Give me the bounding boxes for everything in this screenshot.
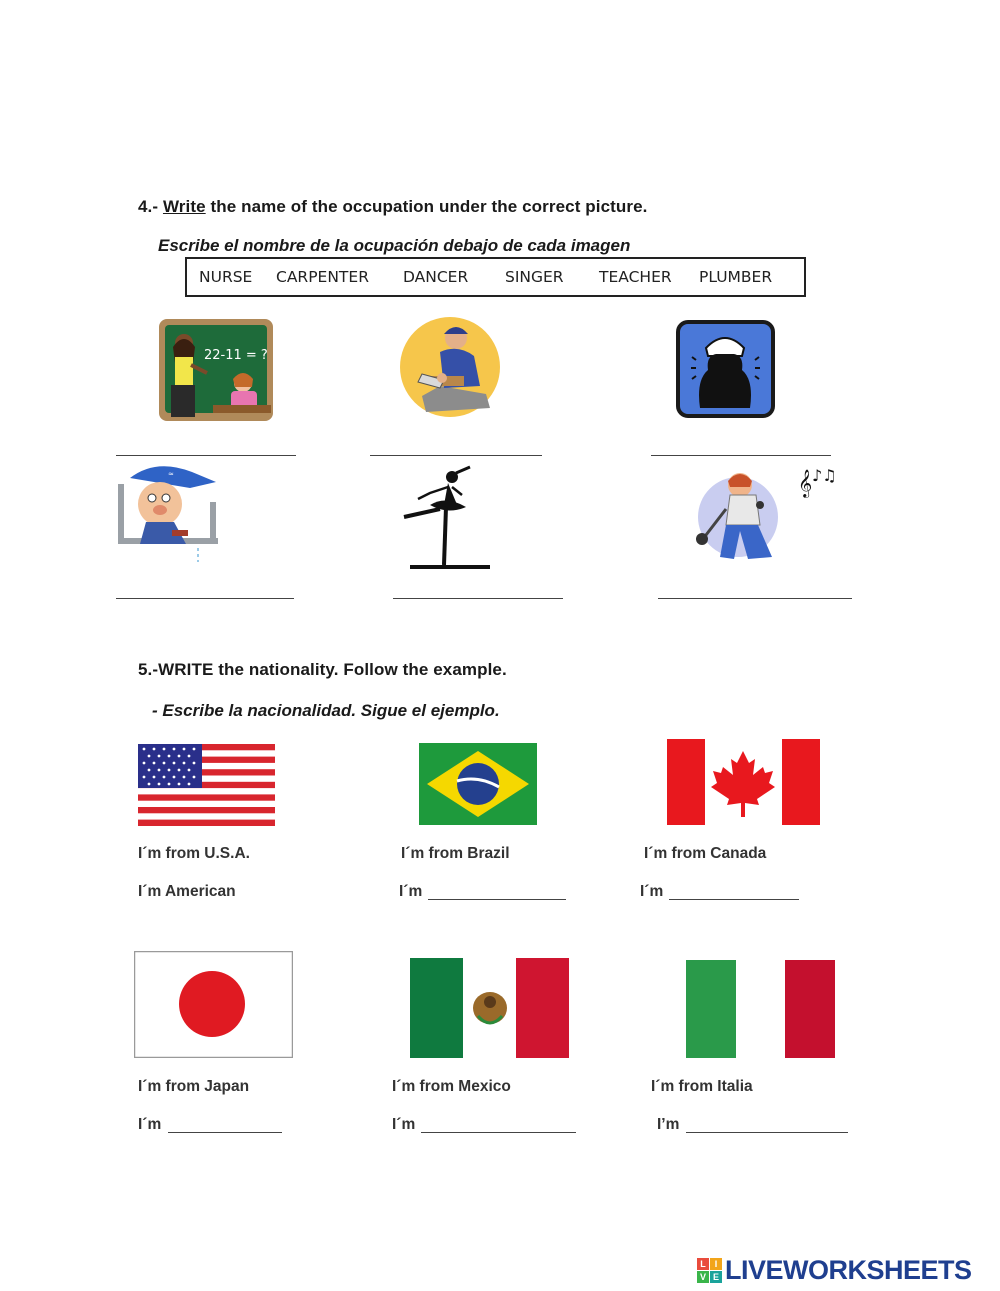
section5-heading: 5.-WRITE the nationality. Follow the example. (138, 660, 507, 679)
italy-answer-blank[interactable] (686, 1132, 848, 1133)
japan-flag-icon (134, 951, 293, 1058)
canada-from-label: I´m from Canada (644, 845, 767, 862)
section4-number: 4.- (138, 197, 159, 216)
section4-heading (138, 197, 647, 217)
brazil-answer-prefix: I´m (399, 883, 423, 900)
italy-from-label: I´m from Italia (651, 1078, 753, 1095)
brazil-flag-icon (419, 743, 537, 825)
dancer-icon (400, 465, 492, 571)
logo-text: LIVEWORKSHEETS (725, 1255, 972, 1285)
answer-blank-nurse[interactable] (651, 455, 831, 456)
japan-from-label: I´m from Japan (138, 1078, 250, 1095)
word-carpenter: CARPENTER (276, 268, 369, 286)
mexico-answer-prefix: I´m (392, 1116, 416, 1133)
svg-text:𝄞: 𝄞 (798, 469, 813, 497)
canada-flag-icon (667, 739, 820, 825)
logo-blocks-icon: L I V E (697, 1258, 723, 1284)
japan-answer-blank[interactable] (168, 1132, 282, 1133)
section5-subtitle: - Escribe la nacionalidad. Sigue el ejemplo. (152, 701, 500, 720)
nurse-icon (676, 320, 775, 418)
singer-icon (690, 461, 840, 565)
word-dancer: DANCER (403, 268, 469, 286)
mexico-flag-icon (410, 958, 569, 1058)
brazil-answer-blank[interactable] (428, 899, 566, 900)
answer-blank-dancer[interactable] (393, 598, 563, 599)
word-nurse: NURSE (199, 268, 253, 286)
word-singer: SINGER (505, 268, 564, 286)
section4-instruction: the name of the occupation under the correct picture. (210, 197, 648, 216)
mexico-answer-blank[interactable] (421, 1132, 576, 1133)
word-bank (185, 257, 806, 297)
svg-text:♪♫: ♪♫ (812, 466, 837, 485)
teacher-icon (157, 317, 275, 423)
answer-blank-carpenter[interactable] (370, 455, 542, 456)
liveworksheets-logo (697, 1257, 997, 1285)
answer-blank-teacher[interactable] (116, 455, 296, 456)
answer-blank-plumber[interactable] (116, 598, 294, 599)
italy-answer-prefix: I’m (657, 1116, 680, 1133)
carpenter-icon (400, 316, 500, 418)
japan-answer-prefix: I´m (138, 1116, 162, 1133)
word-plumber: PLUMBER (699, 268, 773, 286)
italy-flag-icon (686, 960, 835, 1058)
board-text: 22-11 = ? (204, 348, 268, 363)
mexico-from-label: I´m from Mexico (392, 1078, 511, 1095)
section4-verb: Write (162, 197, 206, 216)
usa-flag-icon (138, 744, 275, 826)
svg-text:≈: ≈ (168, 470, 174, 478)
brazil-from-label: I´m from Brazil (401, 845, 510, 862)
canada-answer-prefix: I´m (640, 883, 664, 900)
word-teacher: TEACHER (599, 268, 672, 286)
section4-subtitle: Escribe el nombre de la ocupación debajo de cada imagen (158, 236, 631, 255)
usa-from-label: I´m from U.S.A. (138, 845, 250, 862)
canada-answer-blank[interactable] (669, 899, 799, 900)
usa-answer-example: I´m American (138, 883, 236, 900)
answer-blank-singer[interactable] (658, 598, 852, 599)
plumber-icon (116, 458, 220, 564)
